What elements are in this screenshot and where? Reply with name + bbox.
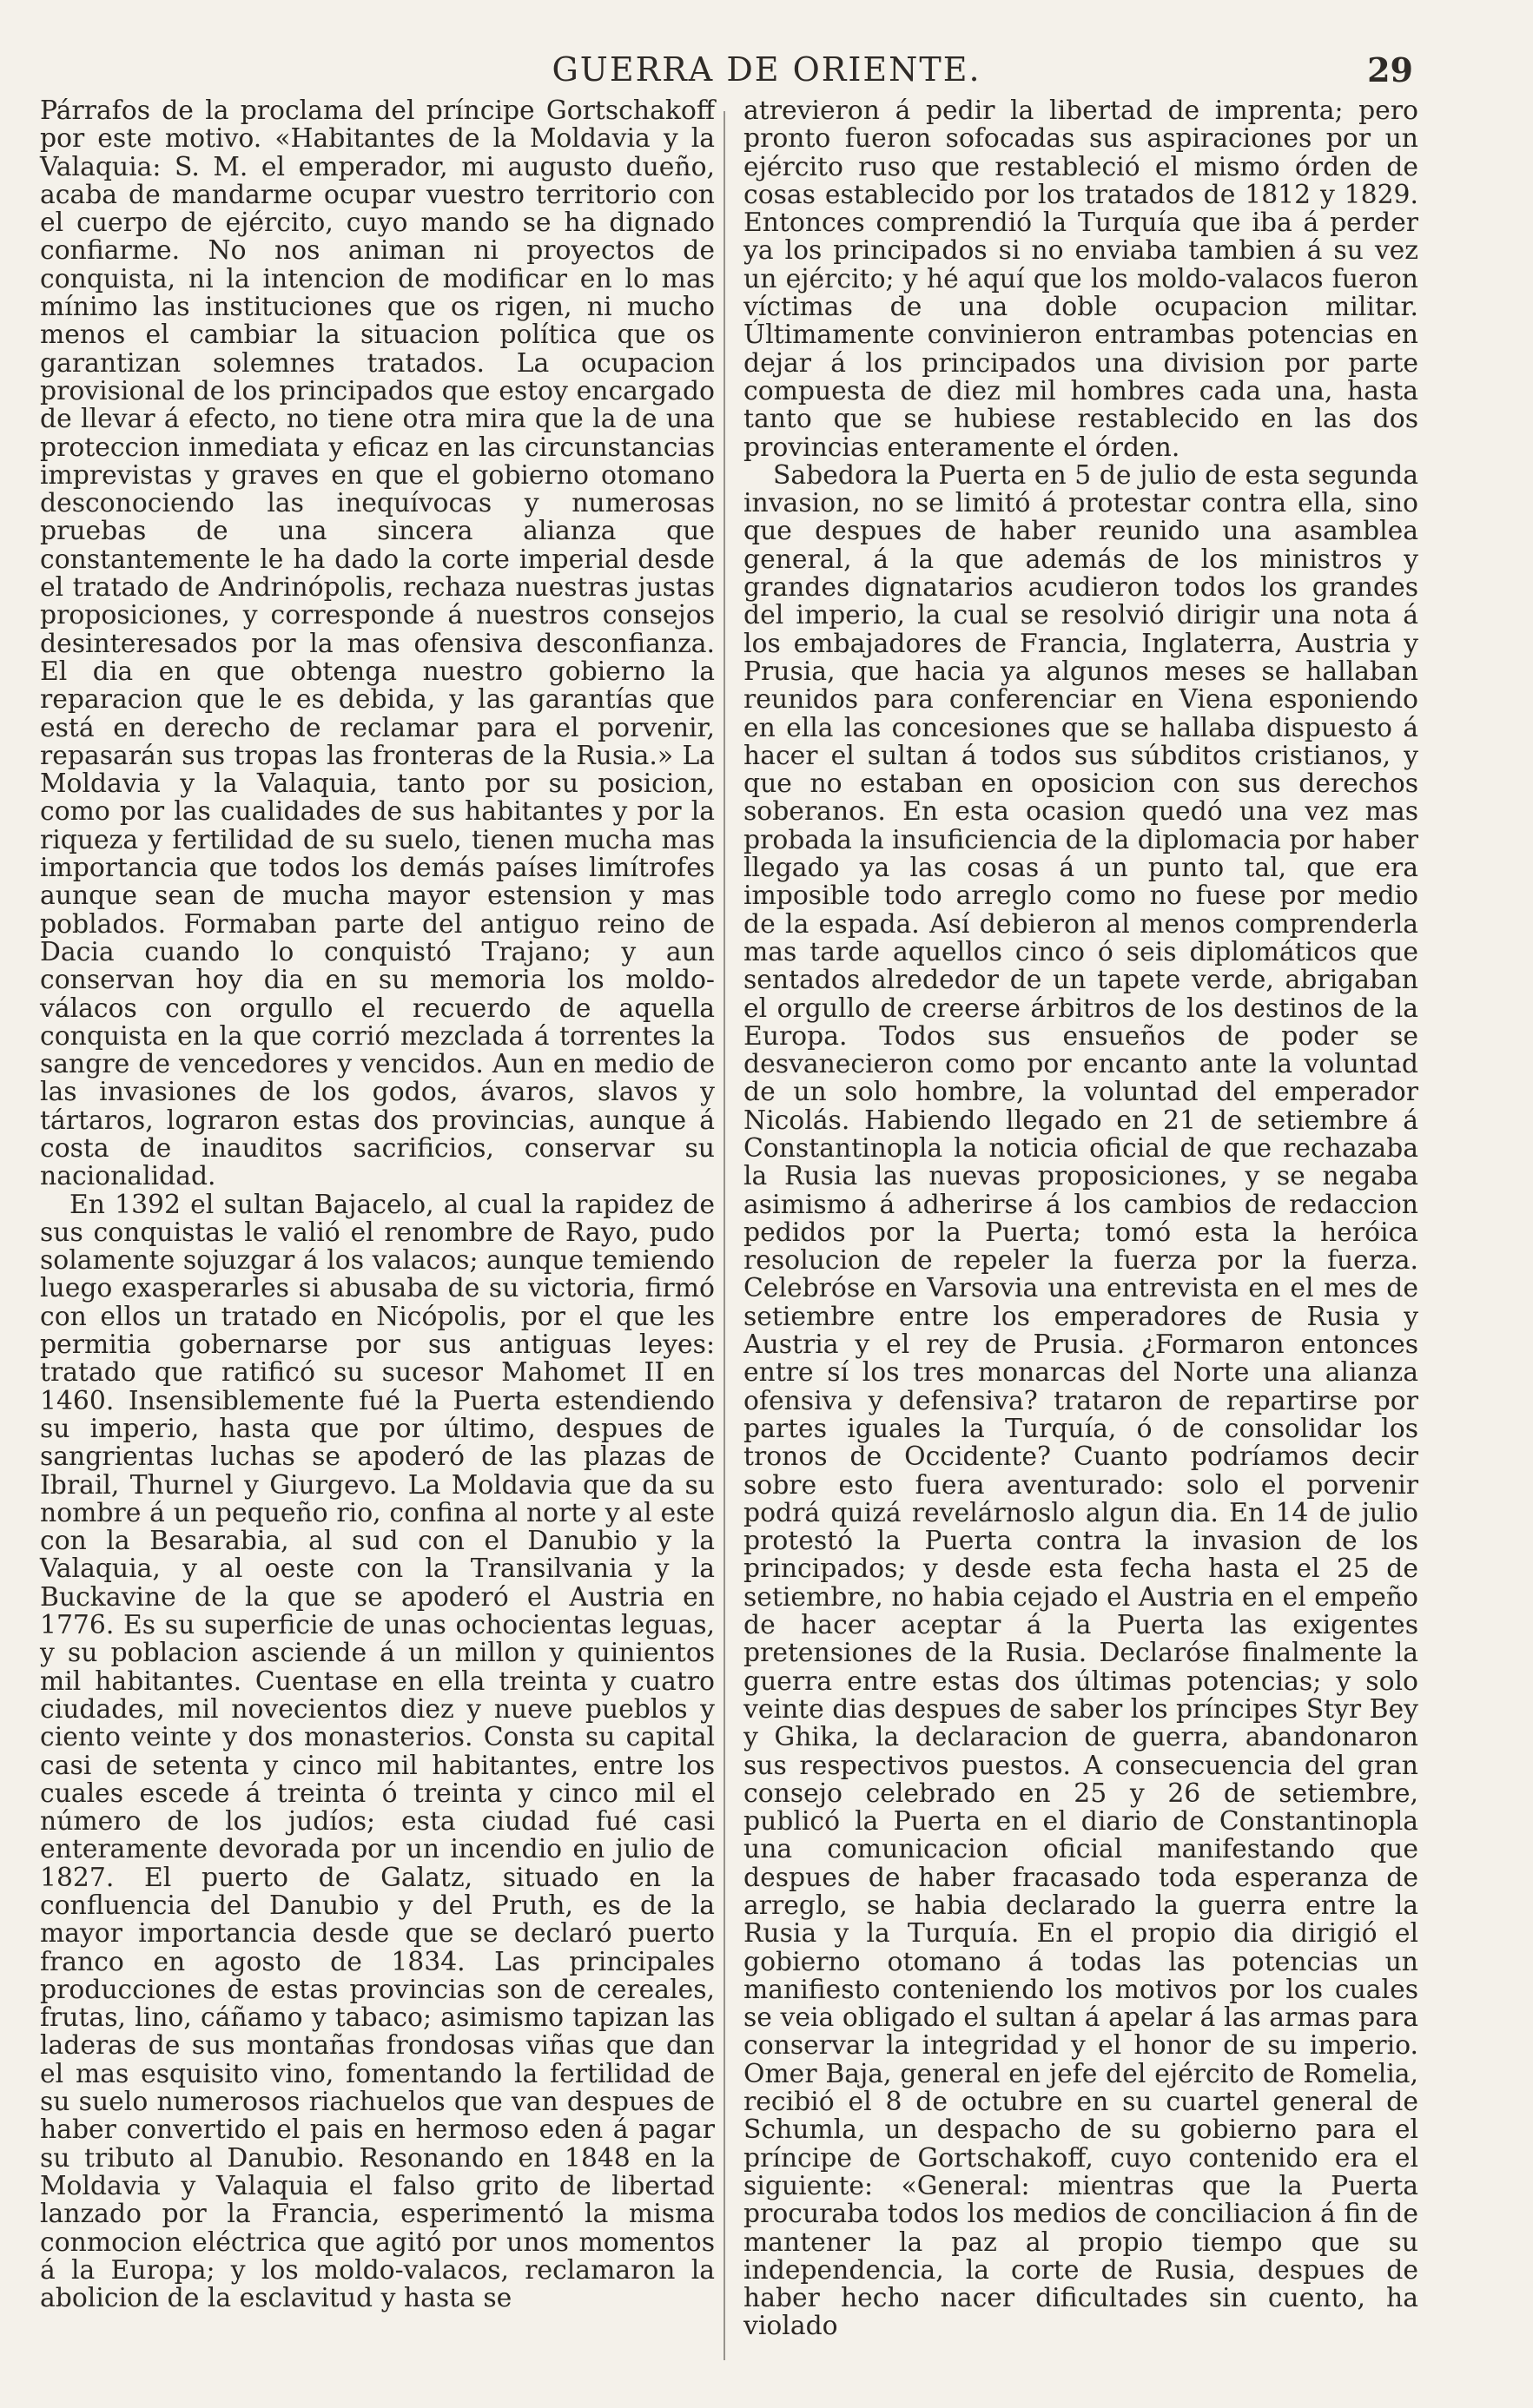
paragraph: En 1392 el sultan Bajacelo, al cual la rapidez de sus conquistas le valió el renombre de Rayo, pudo solamente sojuzgar á los valacos; aunque temiendo luego exasperarles si abusaba de su victoria, firmó con ellos un tratado en Nicópolis, por el que les permitia gobernarse por sus antiguas leyes: tratado que ratificó su sucesor Mahomet II en 1460. Insensiblemente fué la Puerta estendiendo su imperio, hasta que por último, despues de sangrientas luchas se apoderó de las plazas de Ibrail, Thurnel y Giurgevo. La Moldavia que da su nombre á un pequeño rio, confina al norte y al este con la Besarabia, al sud con el Danubio y la Valaquia, y al oeste con la Transilvania y la Buckavine de la que se apoderó el Austria en 1776. Es su superficie de unas ochocientas leguas, y su poblacion asciende á un millon y quinientos mil habitantes. Cuentase en ella treinta y cuatro ciudades, mil novecientos diez y nueve pueblos y ciento veinte y dos monasterios. Consta su capital casi de setenta y cinco mil habitantes, entre los cuales escede á treinta ó treinta y cinco mil el número de los judíos; esta ciudad fué casi enteramente devorada por un incendio en julio de 1827. El puerto de Galatz, situado en la confluencia del Danubio y del Pruth, es de la mayor importancia desde que se declaró puerto franco en agosto de 1834. Las principales producciones de estas provincias son de cereales, frutas, lino, cáñamo y tabaco; asimismo tapizan las laderas de sus montañas frondosas viñas que dan el mas esquisito vino, fomentando la fertilidad de su suelo numerosos riachuelos que van despues de haber convertido el pais en hermoso eden á pagar su tributo al Danubio. Resonando en 1848 en la Moldavia y Valaquia el falso grito de libertad lanzado por la Francia, esperimentó la misma conmocion eléctrica que agitó por unos momentos á la Europa; y los moldo-valacos, reclamaron la abolicion de la esclavitud y hasta se bbox=[40, 1189, 715, 2314]
left-column bbox=[40, 97, 715, 2312]
running-title: GUERRA DE ORIENTE. bbox=[552, 50, 981, 89]
paragraph: Párrafos de la proclama del príncipe Gortschakoff por este motivo. «Habitantes de la Moldavia y la Valaquia: S. M. el emperador, mi augusto dueño, acaba de mandarme ocupar vuestro territorio con el cuerpo de ejército, cuyo mando se ha dignado confiarme. No nos animan ni proyectos de conquista, ni la intencion de modificar en lo mas mínimo las instituciones que os rigen, ni mucho menos el cambiar la situacion política que os garantizan solemnes tratados. La ocupacion provisional de los principados que estoy encargado de llevar á efecto, no tiene otra mira que la de una proteccion inmediata y eficaz en las circunstancias imprevistas y graves en que el gobierno otomano desconociendo las inequívocas y numerosas pruebas de una sincera alianza que constantemente le ha dado la corte imperial desde el tratado de Andrinópolis, rechaza nuestras justas proposiciones, y corresponde á nuestros consejos desinteresados por la mas ofensiva desconfianza. El dia en que obtenga nuestro gobierno la reparacion que le es debida, y las garantías que está en derecho de reclamar para el porvenir, repasarán sus tropas las fronteras de la Rusia.» La Moldavia y la Valaquia, tanto por su posicion, como por las cualidades de sus habitantes y por la riqueza y fertilidad de su suelo, tienen mucha mas importancia que todos los demás países limítrofes aunque sean de mucha mayor estension y mas poblados. Formaban parte del antiguo reino de Dacia cuando lo conquistó Trajano; y aun conservan hoy dia en su memoria los moldo-válacos con orgullo el recuerdo de aquella conquista en la que corrió mezclada á torrentes la sangre de vencedores y vencidos. Aun en medio de las invasiones de los godos, ávaros, slavos y tártaros, lograron estas dos provincias, aunque á costa de inauditos sacrificios, conservar su nacionalidad. bbox=[40, 96, 715, 1192]
page-number: 29 bbox=[1367, 50, 1413, 89]
paragraph: atrevieron á pedir la libertad de imprenta; pero pronto fueron sofocadas sus aspiraciones por un ejército ruso que restableció el mismo órden de cosas establecido por los tratados de 1812 y 1829. Entonces comprendió la Turquía que iba á perder ya los principados si no enviaba tambien á su vez un ejército; y hé aquí que los moldo-valacos fueron víctimas de una doble ocupacion militar. Últimamente convinieron entrambas potencias en dejar á los principados una division por parte compuesta de diez mil hombres cada una, hasta tanto que se hubiese restablecido en las dos provincias enteramente el órden. bbox=[743, 96, 1418, 463]
column-divider bbox=[724, 111, 725, 2360]
page-header bbox=[0, 50, 1533, 96]
right-column bbox=[743, 97, 1418, 2341]
paragraph: Sabedora la Puerta en 5 de julio de esta segunda invasion, no se limitó á protestar contra ella, sino que despues de haber reunido una asamblea general, á la que además de los ministros y grandes dignatarios acudieron todos los grandes del imperio, la cual se resolvió dirigir una nota á los embajadores de Francia, Inglaterra, Austria y Prusia, que hacia ya algunos meses se hallaban reunidos para conferenciar en Viena esponiendo en ella las concesiones que se hallaba dispuesto á hacer el sultan á todos sus súbditos cristianos, y que no estaban en oposicion con sus derechos soberanos. En esta ocasion quedó una vez mas probada la insuficiencia de la diplomacia por haber llegado ya las cosas á un punto tal, que era imposible todo arreglo como no fuese por medio de la espada. Así debieron al menos comprenderla mas tarde aquellos cinco ó seis diplomáticos que sentados alrededor de un tapete verde, abrigaban el orgullo de creerse árbitros de los destinos de la Europa. Todos sus ensueños de poder se desvanecieron como por encanto ante la voluntad de un solo hombre, la voluntad del emperador Nicolás. Habiendo llegado en 21 de setiembre á Constantinopla la noticia oficial de que rechazaba la Rusia las nuevas proposiciones, y se negaba asimismo á adherirse á los cambios de redaccion pedidos por la Puerta; tomó esta la heróica resolucion de repeler la fuerza por la fuerza. Celebróse en Varsovia una entrevista en el mes de setiembre entre los emperadores de Rusia y Austria y el rey de Prusia. ¿Formaron entonces entre sí los tres monarcas del Norte una alianza ofensiva y defensiva? trataron de repartirse por partes iguales la Turquía, ó de consolidar los tronos de Occidente? Cuanto podríamos decir sobre esto fuera aventurado: solo el porvenir podrá quizá revelárnoslo algun dia. En 14 de julio protestó la Puerta contra la invasion de los principados; y desde esta fecha hasta el 25 de setiembre, no habia cejado el Austria en el empeño de hacer aceptar á la Puerta las exigentes pretensiones de la Rusia. Declaróse finalmente la guerra entre estas dos últimas potencias; y solo veinte dias despues de saber los príncipes Styr Bey y Ghika, la declaracion de guerra, abandonaron sus respectivos puestos. A consecuencia del gran consejo celebrado en 25 y 26 de setiembre, publicó la Puerta en el diario de Constantinopla una comunicacion oficial manifestando que despues de haber fracasado toda esperanza de arreglo, se habia declarado la guerra entre la Rusia y la Turquía. En el propio dia dirigió el gobierno otomano á todas las potencias un manifiesto conteniendo los motivos por los cuales se veia obligado el sultan á apelar á las armas para conservar la integridad y el honor de su imperio. Omer Baja, general en jefe del ejército de Romelia, recibió el 8 de octubre en su cuartel general de Schumla, un despacho de su gobierno para el príncipe de Gortschakoff, cuyo contenido era el siguiente: «General: mientras que la Puerta procuraba todos los medios de conciliacion á fin de mantener la paz al propio tiempo que su independencia, la corte de Rusia, despues de haber hecho nacer dificultades sin cuento, ha violado bbox=[743, 459, 1418, 2342]
